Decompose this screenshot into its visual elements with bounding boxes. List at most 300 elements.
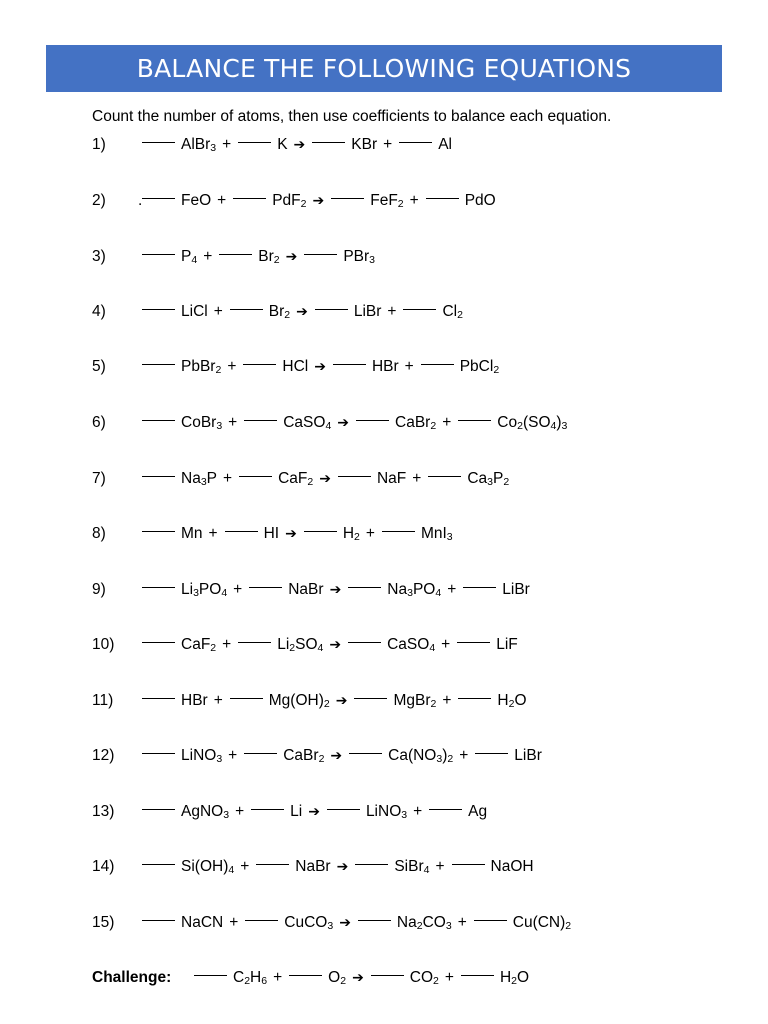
- formula-text: CuCO: [284, 914, 328, 931]
- coefficient-blank[interactable]: [142, 697, 175, 699]
- equation-number: 6): [92, 414, 106, 431]
- chemical-formula: [272, 192, 306, 210]
- equation-row: [92, 301, 469, 323]
- coefficient-blank[interactable]: [333, 363, 366, 365]
- coefficient-blank[interactable]: [142, 752, 175, 754]
- coefficient-blank[interactable]: [142, 308, 175, 310]
- chemical-formula: [181, 914, 223, 932]
- plus-sign: +: [412, 470, 422, 487]
- plus-sign: +: [235, 803, 245, 820]
- chemical-formula: [181, 858, 234, 876]
- plus-sign: +: [459, 747, 469, 764]
- equation-row: [92, 801, 493, 823]
- chemical-formula: [233, 969, 267, 987]
- chemical-formula: [467, 470, 509, 488]
- equation-row: [92, 912, 577, 934]
- coefficient-blank[interactable]: [251, 808, 284, 810]
- equation-row: [92, 412, 573, 434]
- chemical-formula: [513, 914, 571, 932]
- formula-text: NaBr: [288, 581, 324, 598]
- formula-text: Cu(CN): [512, 914, 566, 931]
- coefficient-blank[interactable]: [244, 419, 277, 421]
- plus-sign: +: [229, 914, 239, 931]
- coefficient-blank[interactable]: [142, 808, 175, 810]
- chemical-formula: [181, 803, 229, 821]
- plus-sign: +: [404, 358, 414, 375]
- formula-text: KBr: [351, 136, 378, 153]
- chemical-formula: [387, 581, 441, 599]
- chemical-formula: [354, 303, 382, 321]
- coefficient-blank[interactable]: [142, 141, 175, 143]
- plus-sign: +: [203, 248, 213, 265]
- plus-sign: +: [409, 192, 419, 209]
- chemical-formula: [269, 692, 330, 710]
- equation-row: [92, 856, 540, 878]
- chemical-formula: [393, 692, 436, 710]
- chemical-formula: [295, 858, 330, 876]
- equation-row: [92, 745, 548, 767]
- formula-subscript: 3: [487, 476, 493, 488]
- formula-subscript: 3: [200, 476, 207, 488]
- instructions-text: Count the number of atoms, then use coefficients to balance each equation.: [92, 108, 612, 125]
- formula-subscript: 2: [457, 309, 463, 321]
- formula-text: Ca: [467, 470, 488, 487]
- plus-sign: +: [213, 303, 223, 320]
- formula-text: NaOH: [490, 858, 534, 875]
- coefficient-blank[interactable]: [348, 586, 381, 588]
- coefficient-blank[interactable]: [429, 808, 462, 810]
- formula-text: CO: [409, 969, 434, 986]
- formula-text: FeF: [370, 192, 398, 209]
- formula-text: ): [556, 414, 562, 431]
- formula-text: O: [514, 692, 527, 709]
- plus-sign: +: [413, 803, 423, 820]
- formula-text: CaBr: [283, 747, 319, 764]
- chemical-formula: [394, 858, 429, 876]
- chemical-formula: [491, 858, 534, 876]
- plus-sign: +: [441, 636, 451, 653]
- coefficient-blank[interactable]: [142, 419, 175, 421]
- chemical-formula: [258, 248, 279, 266]
- reaction-arrow-icon: ➔: [339, 915, 351, 931]
- formula-subscript: 2: [517, 420, 523, 432]
- reaction-arrow-icon: ➔: [336, 859, 349, 875]
- plus-sign: +: [442, 414, 452, 431]
- equation-number: 10): [92, 636, 115, 653]
- formula-subscript: 2: [289, 642, 296, 654]
- equation-number: 14): [92, 858, 115, 875]
- plus-sign: +: [240, 858, 250, 875]
- reaction-arrow-icon: ➔: [337, 415, 350, 431]
- formula-text: Ag: [468, 803, 488, 820]
- formula-text: Al: [438, 136, 452, 153]
- coefficient-blank[interactable]: [399, 141, 432, 143]
- chemical-formula: [442, 303, 462, 321]
- formula-subscript: 3: [445, 920, 452, 932]
- formula-text: O: [328, 969, 341, 986]
- plus-sign: +: [208, 525, 218, 542]
- chemical-formula: [514, 747, 542, 765]
- plus-sign: +: [383, 136, 393, 153]
- formula-subscript: 3: [561, 420, 568, 432]
- formula-text: Li: [290, 803, 303, 820]
- coefficient-blank[interactable]: [421, 363, 454, 365]
- equation-row: [92, 634, 524, 656]
- formula-text: PbCl: [459, 358, 494, 375]
- formula-subscript: 2: [565, 920, 572, 932]
- chemical-formula: [370, 192, 403, 210]
- formula-text: P: [492, 470, 504, 487]
- formula-subscript: 2: [430, 420, 437, 432]
- equation-row: [92, 690, 533, 712]
- formula-subscript: 4: [325, 420, 332, 432]
- formula-text: H: [342, 525, 355, 542]
- formula-subscript: 3: [327, 920, 334, 932]
- chemical-formula: [181, 581, 227, 599]
- formula-text: Na: [387, 581, 408, 598]
- formula-subscript: 3: [436, 753, 443, 765]
- formula-text: LiF: [496, 636, 518, 653]
- equation-row: [92, 356, 505, 378]
- reaction-arrow-icon: ➔: [335, 693, 348, 709]
- formula-text: NaBr: [295, 858, 331, 875]
- coefficient-blank[interactable]: [142, 530, 175, 532]
- coefficient-blank[interactable]: [239, 475, 272, 477]
- plus-sign: +: [435, 858, 445, 875]
- chemical-formula: [387, 636, 435, 654]
- formula-text: LiBr: [502, 581, 530, 598]
- coefficient-blank[interactable]: [244, 752, 277, 754]
- equation-row: [92, 579, 536, 601]
- chemical-formula: [397, 914, 452, 932]
- chemical-formula: [278, 470, 313, 488]
- coefficient-blank[interactable]: [219, 253, 252, 255]
- equation-row: [92, 134, 458, 156]
- formula-text: PdO: [464, 192, 496, 209]
- coefficient-blank[interactable]: [142, 863, 175, 865]
- plus-sign: +: [222, 636, 232, 653]
- coefficient-blank[interactable]: [463, 586, 496, 588]
- coefficient-blank[interactable]: [354, 697, 387, 699]
- equation-row: [92, 523, 459, 545]
- formula-text: CaF: [181, 636, 211, 653]
- formula-text: CaSO: [283, 414, 326, 431]
- formula-subscript: 2: [318, 753, 325, 765]
- formula-text: Ca(NO: [388, 747, 437, 764]
- formula-text: CO: [422, 914, 446, 931]
- reaction-arrow-icon: ➔: [329, 582, 342, 598]
- formula-text: LiNO: [181, 747, 217, 764]
- chemical-formula: [181, 525, 203, 543]
- formula-text: Cl: [442, 303, 458, 320]
- formula-subscript: 4: [191, 254, 198, 266]
- coefficient-blank[interactable]: [426, 197, 459, 199]
- formula-text: SO: [295, 636, 318, 653]
- equation-row: [92, 190, 502, 212]
- reaction-arrow-icon: ➔: [314, 359, 326, 375]
- chemical-formula: [497, 692, 526, 710]
- coefficient-blank[interactable]: [304, 530, 337, 532]
- chemical-formula: [410, 969, 439, 987]
- reaction-arrow-icon: ➔: [319, 471, 331, 487]
- coefficient-blank[interactable]: [243, 363, 276, 365]
- formula-text: HBr: [181, 692, 208, 709]
- reaction-arrow-icon: ➔: [312, 193, 325, 209]
- formula-subscript: 2: [273, 254, 280, 266]
- coefficient-blank[interactable]: [238, 641, 271, 643]
- formula-subscript: 2: [244, 975, 251, 987]
- formula-text: AgNO: [181, 803, 224, 820]
- plus-sign: +: [233, 581, 243, 598]
- chemical-formula: [283, 414, 331, 432]
- formula-subscript: 4: [317, 642, 324, 654]
- formula-text: AlBr: [181, 136, 211, 153]
- chemical-formula: [284, 914, 333, 932]
- formula-subscript: 3: [407, 587, 413, 599]
- formula-subscript: 3: [216, 420, 223, 432]
- formula-subscript: 2: [508, 698, 515, 710]
- coefficient-blank[interactable]: [403, 308, 436, 310]
- coefficient-blank[interactable]: [331, 197, 364, 199]
- formula-subscript: 3: [223, 809, 230, 821]
- formula-text: LiNO: [365, 803, 402, 820]
- formula-text: FeO: [181, 192, 212, 209]
- equation-row: [92, 468, 515, 490]
- chemical-formula: [181, 303, 208, 321]
- chemical-formula: [500, 969, 529, 987]
- coefficient-blank[interactable]: [358, 919, 391, 921]
- formula-text: Mn: [181, 525, 203, 542]
- equation-number: 7): [92, 470, 106, 487]
- page-title: BALANCE THE FOLLOWING EQUATIONS: [136, 54, 632, 83]
- chemical-formula: [181, 414, 222, 432]
- coefficient-blank[interactable]: [452, 863, 485, 865]
- chemical-formula: [460, 358, 499, 376]
- equation-number: 13): [92, 803, 115, 820]
- coefficient-blank[interactable]: [475, 752, 508, 754]
- formula-text: PBr: [343, 248, 370, 265]
- formula-subscript: 3: [369, 254, 376, 266]
- coefficient-blank[interactable]: [348, 641, 381, 643]
- equation-number: 5): [92, 358, 106, 375]
- formula-subscript: 2: [307, 476, 314, 488]
- plus-sign: +: [442, 692, 452, 709]
- formula-text: LiCl: [181, 303, 208, 320]
- formula-subscript: 2: [447, 753, 454, 765]
- formula-text: ): [442, 747, 448, 764]
- formula-subscript: 2: [493, 364, 500, 376]
- chemical-formula: [181, 636, 216, 654]
- formula-subscript: 3: [193, 587, 199, 599]
- chemical-formula: [496, 636, 518, 654]
- formula-subscript: 3: [210, 142, 217, 154]
- reaction-arrow-icon: ➔: [330, 748, 343, 764]
- coefficient-blank[interactable]: [194, 974, 227, 976]
- plus-sign: +: [457, 914, 467, 931]
- formula-text: H: [497, 692, 509, 709]
- formula-text: Na: [181, 470, 201, 487]
- formula-text: H: [499, 969, 512, 986]
- equation-number: 3): [92, 248, 106, 265]
- chemical-formula: [468, 803, 487, 821]
- formula-subscript: 2: [354, 531, 360, 543]
- formula-subscript: 4: [221, 587, 228, 599]
- coefficient-blank[interactable]: [230, 308, 263, 310]
- coefficient-blank[interactable]: [371, 974, 404, 976]
- chemical-formula: [181, 692, 208, 710]
- coefficient-blank[interactable]: [225, 530, 258, 532]
- coefficient-blank[interactable]: [249, 586, 282, 588]
- coefficient-blank[interactable]: [142, 253, 175, 255]
- formula-text: P: [181, 248, 192, 265]
- coefficient-blank[interactable]: [304, 253, 337, 255]
- chemical-formula: [181, 470, 217, 488]
- chemical-formula: [181, 747, 222, 765]
- formula-text: K: [277, 136, 288, 153]
- challenge-equation: [92, 967, 535, 989]
- formula-text: CaSO: [387, 636, 430, 653]
- coefficient-blank[interactable]: [142, 919, 175, 921]
- chemical-formula: [277, 636, 323, 654]
- coefficient-blank[interactable]: [428, 475, 461, 477]
- coefficient-blank[interactable]: [349, 752, 382, 754]
- formula-subscript: 3: [216, 753, 223, 765]
- coefficient-blank[interactable]: [142, 475, 175, 477]
- formula-text: (SO: [522, 414, 551, 431]
- plus-sign: +: [227, 358, 237, 375]
- formula-subscript: 3: [401, 809, 408, 821]
- plus-sign: +: [273, 969, 283, 986]
- formula-subscript: 2: [300, 198, 307, 210]
- chemical-formula: [497, 414, 567, 432]
- equation-number: 2): [92, 192, 106, 209]
- formula-subscript: 2: [397, 198, 404, 210]
- equation-number: 1): [92, 136, 106, 153]
- coefficient-blank[interactable]: [338, 475, 371, 477]
- coefficient-blank[interactable]: [457, 641, 490, 643]
- formula-subscript: 2: [511, 975, 517, 987]
- formula-subscript: 6: [261, 975, 268, 987]
- plus-sign: +: [387, 303, 397, 320]
- formula-subscript: 2: [284, 309, 291, 321]
- formula-text: LiBr: [514, 747, 542, 764]
- formula-subscript: 2: [323, 698, 330, 710]
- formula-subscript: 2: [430, 698, 437, 710]
- coefficient-blank[interactable]: [256, 863, 289, 865]
- formula-text: Li: [277, 636, 290, 653]
- coefficient-blank[interactable]: [289, 974, 322, 976]
- chemical-formula: [264, 525, 280, 543]
- coefficient-blank[interactable]: [356, 419, 389, 421]
- coefficient-blank[interactable]: [245, 919, 278, 921]
- coefficient-blank[interactable]: [142, 197, 175, 199]
- equation-number: 9): [92, 581, 106, 598]
- formula-subscript: 3: [446, 531, 453, 543]
- chemical-formula: [366, 803, 407, 821]
- reaction-arrow-icon: ➔: [352, 970, 364, 986]
- formula-text: PbBr: [181, 358, 216, 375]
- formula-text: Br: [268, 303, 285, 320]
- coefficient-blank[interactable]: [461, 974, 494, 976]
- formula-text: Si(OH): [181, 858, 229, 875]
- coefficient-blank[interactable]: [142, 641, 175, 643]
- formula-subscript: 4: [435, 587, 442, 599]
- plus-sign: +: [444, 969, 454, 986]
- formula-text: Co: [497, 414, 518, 431]
- chemical-formula: [343, 525, 360, 543]
- coefficient-blank[interactable]: [355, 863, 388, 865]
- coefficient-blank[interactable]: [142, 363, 175, 365]
- chemical-formula: [181, 358, 221, 376]
- chemical-formula: [421, 525, 453, 543]
- title-banner: [46, 45, 722, 92]
- formula-text: Br: [258, 248, 274, 265]
- coefficient-blank[interactable]: [474, 919, 507, 921]
- coefficient-blank[interactable]: [327, 808, 360, 810]
- coefficient-blank[interactable]: [312, 141, 345, 143]
- formula-text: CaBr: [395, 414, 431, 431]
- formula-text: P: [206, 470, 218, 487]
- formula-text: PdF: [272, 192, 301, 209]
- coefficient-blank[interactable]: [142, 586, 175, 588]
- formula-text: NaF: [376, 470, 407, 487]
- equation-number: 8): [92, 525, 106, 542]
- plus-sign: +: [228, 414, 238, 431]
- chemical-formula: [288, 581, 323, 599]
- chemical-formula: [283, 747, 324, 765]
- chemical-formula: [290, 803, 302, 821]
- formula-text: Li: [181, 581, 194, 598]
- formula-subscript: 4: [228, 864, 235, 876]
- coefficient-blank[interactable]: [315, 308, 348, 310]
- equation-number: 4): [92, 303, 106, 320]
- plus-sign: +: [447, 581, 457, 598]
- chemical-formula: [377, 470, 406, 488]
- plus-sign: +: [228, 747, 238, 764]
- formula-text: Mg(OH): [268, 692, 324, 709]
- formula-subscript: 4: [550, 420, 557, 432]
- coefficient-blank[interactable]: [458, 697, 491, 699]
- formula-text: HCl: [282, 358, 309, 375]
- formula-subscript: 2: [215, 364, 222, 376]
- coefficient-blank[interactable]: [230, 697, 263, 699]
- formula-subscript: 4: [423, 864, 430, 876]
- formula-subscript: 2: [503, 476, 510, 488]
- chemical-formula: [502, 581, 530, 599]
- coefficient-blank[interactable]: [238, 141, 271, 143]
- chemical-formula: [328, 969, 346, 987]
- chemical-formula: [181, 136, 216, 154]
- chemical-formula: [343, 248, 375, 266]
- coefficient-blank[interactable]: [233, 197, 266, 199]
- chemical-formula: [277, 136, 287, 154]
- equation-number: 11): [92, 692, 114, 709]
- chemical-formula: [181, 248, 197, 266]
- formula-text: LiBr: [353, 303, 382, 320]
- formula-subscript: 4: [429, 642, 436, 654]
- chemical-formula: [181, 192, 211, 210]
- formula-text: Na: [396, 914, 417, 931]
- chemical-formula: [465, 192, 496, 210]
- coefficient-blank[interactable]: [382, 530, 415, 532]
- coefficient-blank[interactable]: [458, 419, 491, 421]
- chemical-formula: [388, 747, 453, 765]
- formula-text: NaCN: [181, 914, 224, 931]
- reaction-arrow-icon: ➔: [285, 526, 297, 542]
- stray-dot: .: [138, 192, 143, 209]
- plus-sign: +: [217, 192, 227, 209]
- equation-number: 12): [92, 747, 115, 764]
